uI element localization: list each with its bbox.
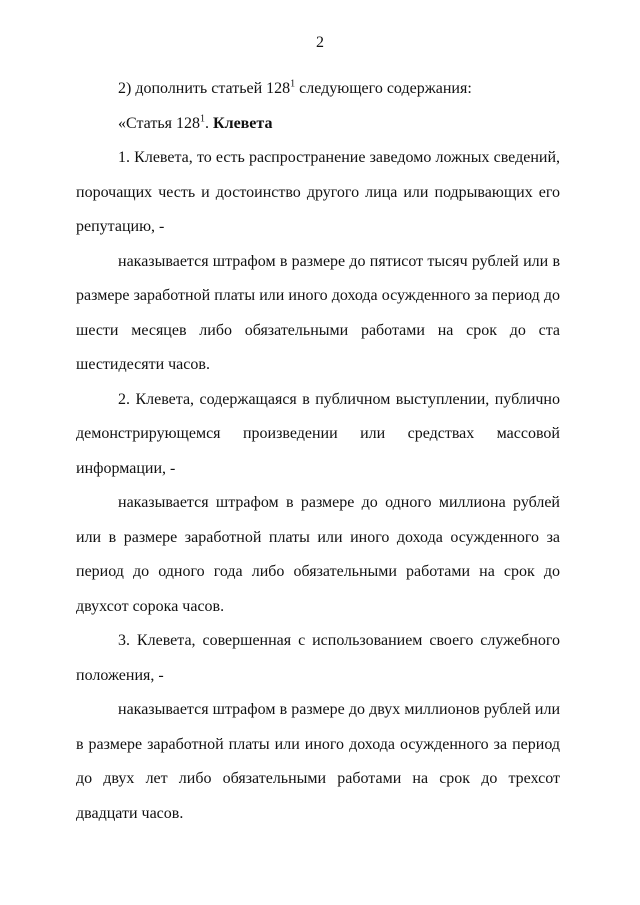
amendment-intro [76,72,560,107]
paragraph-2-penalty: наказывается штрафом в размере до одного миллиона рублей или в размере заработной платы или иного дохода осужденного за период до одного года либо обязательными работами на срок до двухсот сорока часов. [76,494,560,615]
article-heading-dot: . [204,114,213,132]
paragraph-3: 3. Клевета, совершенная с использованием своего служебного положения, - [76,632,560,684]
paragraph-3-penalty: наказывается штрафом в размере до двух миллионов рублей или в размере заработной платы или иного дохода осужденного за период до двух лет либо обязательными работами на срок до трехсот двадцати часов. [76,701,560,822]
paragraph-2: 2. Клевета, содержащаяся в публичном выступлении, публично демонстрирующемся произведении или средствах массовой информации, - [76,390,560,477]
amendment-intro-tail: следующего содержания: [295,80,472,97]
page-number: 2 [316,34,324,51]
article-heading-sup: 1 [199,113,205,125]
amendment-intro-sup: 1 [290,78,296,90]
article-heading [76,107,560,142]
amendment-intro-text: 2) дополнить статьей 128 [118,80,291,97]
article-heading-prefix: «Статья 128 [118,114,200,132]
paragraph-1: 1. Клевета, то есть распространение заведомо ложных сведений, порочащих честь и достоинство другого лица или подрывающих его репутацию, - [76,149,560,235]
paragraph-1-penalty: наказывается штрафом в размере до пятисот тысяч рублей или в размере заработной платы или иного дохода осужденного за период до шести месяцев либо обязательными работами на срок до ста шестидесяти часов. [76,252,560,373]
article-heading-name: Клевета [212,114,273,132]
document-body [76,72,560,831]
